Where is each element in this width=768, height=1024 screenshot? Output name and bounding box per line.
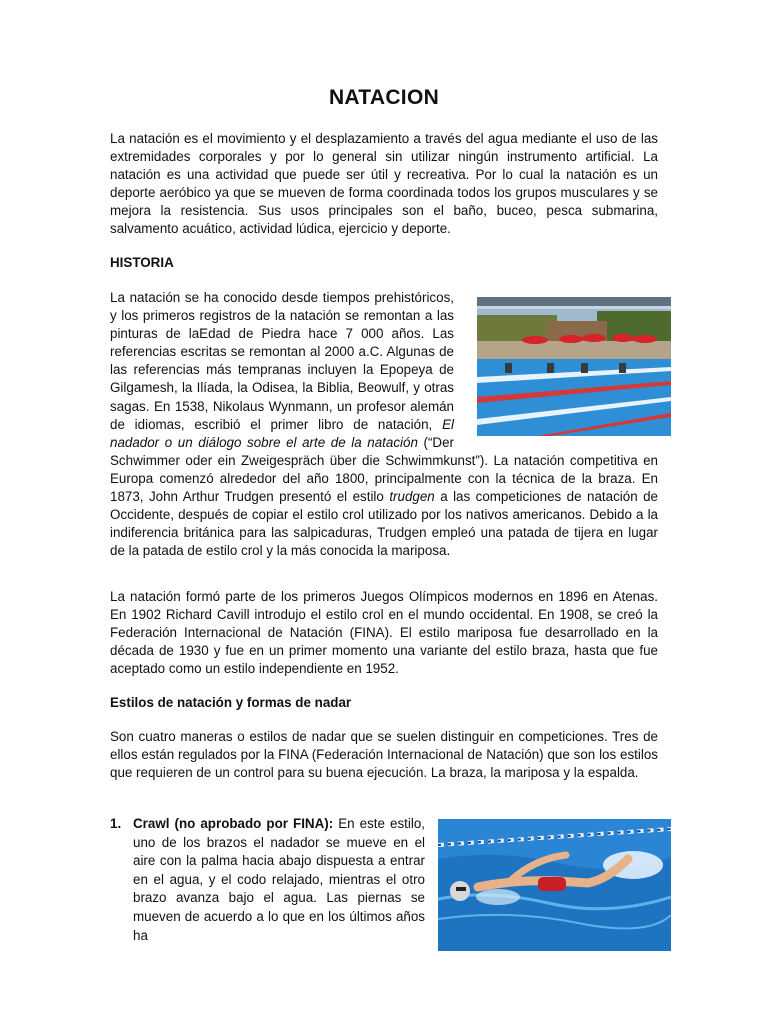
image-float-spacer — [454, 289, 658, 439]
historia-text-3: a las competiciones de natación de Occidente, después de copiar el estilo crol utilizado por los nativos americanos. Debido a la indiferencia británica para las salpicaduras, Trudgen empleó una patada de tijera en lugar de la patada de estilo crol y la más conocida la mariposa. — [110, 489, 658, 559]
trudgen-term: trudgen — [389, 489, 435, 505]
book-title: El nadador o un diálogo sobre el arte de la natación — [110, 416, 454, 450]
historia-text-1: La natación se ha conocido desde tiempos prehistóricos, y los primeros registros de la natación se remontan a las pinturas de laEdad de Piedra hace 7 000 años. Las referencias escritas se remontan al 2000 a.C. Algunas de las referencias más tempranas incluyen la Epopeya de Gilgamesh, la Ilíada, la Odisea, la Biblia, Beowulf, y otras sagas. En 1538, Nikolaus Wynmann, un profesor alemán de idiomas, escribió el primer libro de natación, — [110, 290, 454, 432]
list-item-text: En este estilo, uno de los brazos el nadador se mueve en el aire con la palma hacia abajo dispuesta a entrar en el agua, y el codo relajado, mientras el otro brazo avanza bajo el agua. Las piernas se mueven de acuerdo a lo que en los últimos años ha — [133, 816, 425, 943]
list-number: 1. — [110, 816, 122, 831]
page-title: NATACION — [328, 86, 440, 109]
intro-paragraph: La natación es el movimiento y el desplazamiento a través del agua mediante el uso de las extremidades corporales y por lo general sin utilizar ningún instrumento artificial. La natación es una actividad que puede ser útil y recreativa. Por lo cual la natación es un deporte aeróbico ya que se mueven de forma coordinada todos los grupos musculares y se mejora la resistencia. Sus usos principales son el baño, buceo, pesca submarina, salvamento acuático, actividad lúdica, ejercicio y deporte. — [110, 131, 658, 237]
historia-heading: HISTORIA — [110, 255, 174, 270]
list-item-crawl — [110, 815, 425, 945]
swimmer-illustration — [438, 819, 671, 951]
list-item-lead: Crawl (no aprobado por FINA): — [133, 816, 334, 831]
historia-paragraph-1 — [110, 289, 658, 560]
historia-paragraph-2: La natación formó parte de los primeros Juegos Olímpicos modernos en 1896 en Atenas. En 1902 Richard Cavill introdujo el estilo crol en el mundo occidental. En 1908, se creó la Federación Internacional de Natación (FINA). El estilo mariposa fue desarrollado en la década de 1930 y fue en un primer momento una variante del estilo braza, hasta que fue aceptado como un estilo independiente en 1952. — [110, 589, 658, 677]
historia-text-2: (“Der Schwimmer oder ein Zweigespräch über die Schwimmkunst”). La natación competitiva en Europa comenzó alrededor del año 1800, principalmente con la técnica de la braza. En 1873, John Arthur Trudgen presentó el estilo — [110, 434, 658, 505]
estilos-paragraph: Son cuatro maneras o estilos de nadar que se suelen distinguir en competiciones. Tres de ellos están regulados por la FINA (Federación Internacional de Natación) que son los estilos que requieren de un control para su buena ejecución. La braza, la mariposa y la espalda. — [110, 729, 658, 781]
swimmer-photo — [438, 819, 671, 951]
estilos-heading: Estilos de natación y formas de nadar — [110, 695, 352, 710]
